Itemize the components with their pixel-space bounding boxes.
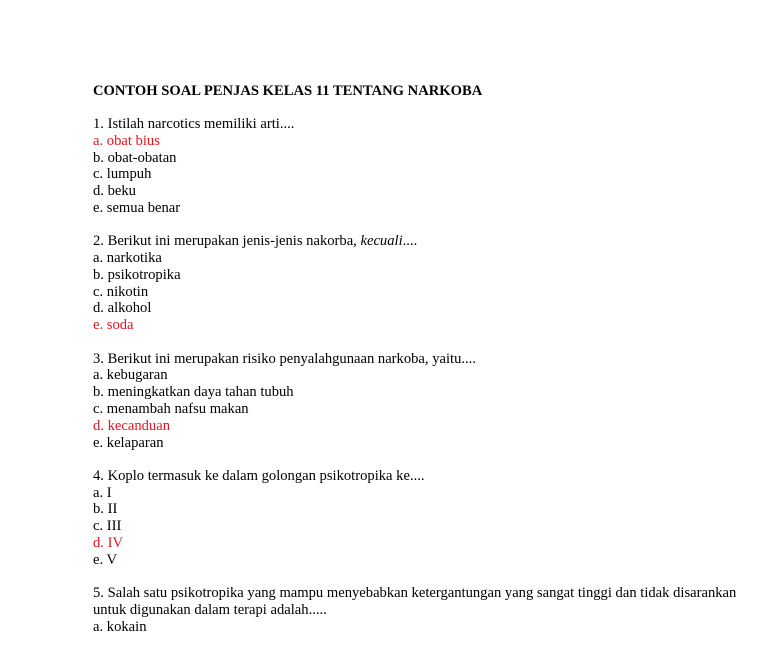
- option-e: e. semua benar: [93, 199, 181, 216]
- option-b: b. meningkatkan daya tahan tubuh: [93, 384, 294, 401]
- option-d: d. alkohol: [93, 300, 152, 317]
- option-e: e. kelaparan: [93, 434, 164, 451]
- option-e-correct: e. soda: [93, 317, 134, 334]
- question-5: [93, 585, 743, 635]
- question-1: [93, 116, 743, 217]
- option-b: b. obat-obatan: [93, 149, 177, 166]
- document-page: [93, 83, 743, 652]
- option-c: c. lumpuh: [93, 166, 152, 183]
- question-text: [93, 233, 743, 250]
- document-title: CONTOH SOAL PENJAS KELAS 11 TENTANG NARKOBA: [93, 83, 483, 99]
- option-b: b. psikotropika: [93, 266, 181, 283]
- option-c: c. nikotin: [93, 283, 149, 300]
- question-text-end: ....: [402, 233, 418, 250]
- option-a-correct: a. obat bius: [93, 132, 160, 149]
- option-e: e. V: [93, 551, 118, 568]
- question-text: 3. Berikut ini merupakan risiko penyalahgunaan narkoba, yaitu....: [93, 350, 476, 367]
- question-text: 5. Salah satu psikotropika yang mampu menyebabkan ketergantungan yang sangat tinggi dan tidak disarankan untuk digunakan dalam terapi adalah.....: [93, 585, 737, 618]
- question-3: [93, 351, 743, 452]
- option-b: b. II: [93, 501, 118, 518]
- question-text-main: 2. Berikut ini merupakan jenis-jenis nakorba,: [93, 233, 361, 250]
- question-text-italic: kecuali: [360, 233, 403, 250]
- question-2: [93, 233, 743, 334]
- question-text: 1. Istilah narcotics memiliki arti....: [93, 116, 295, 132]
- option-d-correct: d. kecanduan: [93, 417, 170, 434]
- option-a: a. I: [93, 484, 112, 501]
- option-a: a. narkotika: [93, 250, 162, 267]
- option-d: d. beku: [93, 183, 136, 200]
- option-d-correct: d. IV: [93, 535, 123, 552]
- question-text: 4. Koplo termasuk ke dalam golongan psikotropika ke....: [93, 467, 425, 484]
- option-a: a. kokain: [93, 618, 147, 635]
- option-a: a. kebugaran: [93, 367, 168, 384]
- option-c: c. menambah nafsu makan: [93, 400, 249, 417]
- question-4: [93, 468, 743, 569]
- option-c: c. III: [93, 518, 122, 535]
